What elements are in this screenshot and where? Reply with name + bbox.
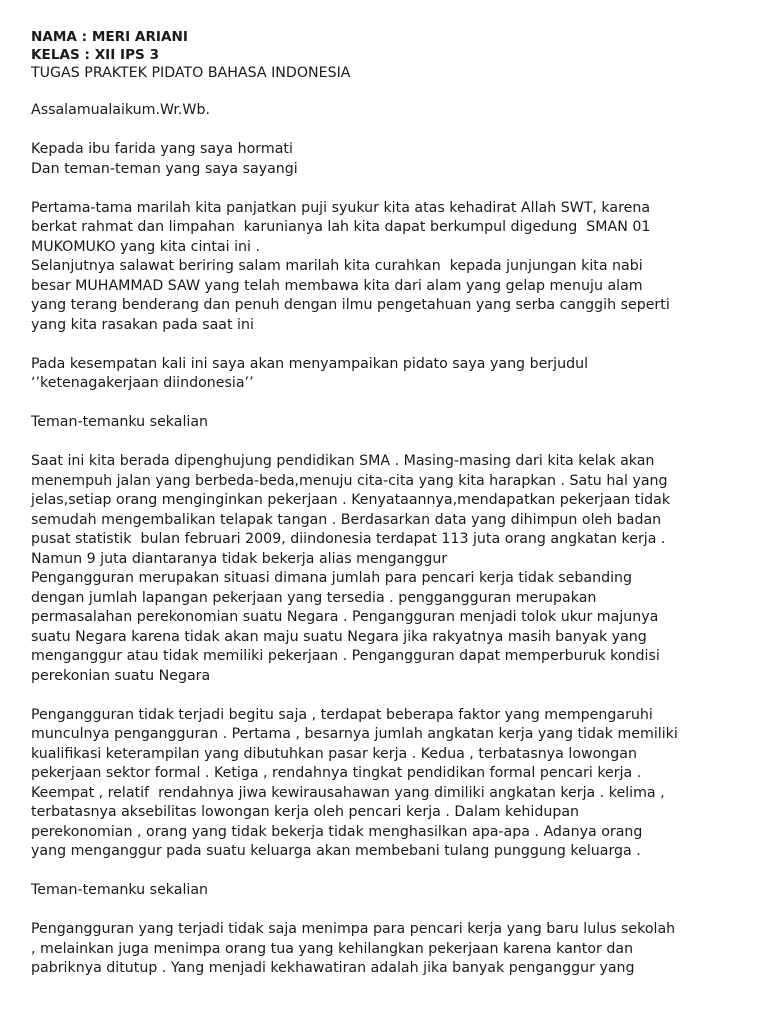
paragraph	[31, 881, 743, 901]
paragraph	[31, 413, 743, 433]
text-line: perekonian suatu Negara	[31, 667, 211, 684]
text-line: Namun 9 juta diantaranya tidak bekerja alias menganggur	[31, 550, 448, 567]
paragraph	[31, 920, 743, 979]
document-title: TUGAS PRAKTEK PIDATO BAHASA INDONESIA	[31, 65, 351, 81]
text-line: Teman-temanku sekalian	[31, 882, 209, 898]
paragraph	[31, 140, 743, 179]
text-line: besar MUHAMMAD SAW yang telah membawa kita dari alam yang gelap menuju alam	[31, 277, 643, 294]
student-name: NAMA : MERI ARIANI	[31, 29, 188, 45]
text-line: ‘’ketenagakerjaan diindonesia’’	[31, 375, 254, 391]
paragraph	[31, 101, 743, 121]
text-line: pekerjaan sektor formal . Ketiga , rendahnya tingkat pendidikan formal pencari kerja .	[31, 765, 642, 781]
text-line: Keempat , relatif rendahnya jiwa kewirausahawan yang dimiliki angkatan kerja . kelima ,	[31, 784, 665, 801]
text-line: pusat statistik bulan februari 2009, diindonesia terdapat 113 juta orang angkatan kerja .	[31, 531, 666, 547]
document-body	[31, 28, 743, 998]
text-line: MUKOMUKO yang kita cintai ini .	[31, 238, 261, 255]
paragraph	[31, 355, 743, 394]
student-class: KELAS : XII IPS 3	[31, 47, 160, 63]
text-line: Saat ini kita berada dipenghujung pendidikan SMA . Masing-masing dari kita kelak akan	[31, 453, 655, 469]
text-line: Assalamualaikum.Wr.Wb.	[31, 102, 210, 118]
text-line: terbatasnya aksebilitas lowongan kerja oleh pencari kerja . Dalam kehidupan	[31, 804, 580, 820]
text-line: perekonomian , orang yang tidak bekerja tidak menghasilkan apa-apa . Adanya orang	[31, 823, 643, 840]
paragraph	[31, 199, 743, 336]
text-line: berkat rahmat dan limpahan karunianya lah kita dapat berkumpul digedung SMAN 01	[31, 219, 651, 235]
text-line: Pada kesempatan kali ini saya akan menyampaikan pidato saya yang berjudul	[31, 355, 589, 372]
paragraph	[31, 452, 743, 686]
text-line: Pengangguran yang terjadi tidak saja menimpa para pencari kerja yang baru lulus sekolah	[31, 921, 676, 937]
text-line: Dan teman-teman yang saya sayangi	[31, 160, 298, 177]
text-line: Pertama-tama marilah kita panjatkan puji syukur kita atas kehadirat Allah SWT, karena	[31, 199, 651, 216]
text-line: suatu Negara karena tidak akan maju suatu Negara jika rakyatnya masih banyak yang	[31, 628, 647, 645]
text-line: yang terang benderang dan penuh dengan ilmu pengetahuan yang serba canggih seperti	[31, 297, 670, 313]
text-line: Pengangguran merupakan situasi dimana jumlah para pencari kerja tidak sebanding	[31, 570, 633, 586]
text-line: yang kita rasakan pada saat ini	[31, 316, 254, 333]
text-line: semudah mengembalikan telapak tangan . Berdasarkan data yang dihimpun oleh badan	[31, 511, 662, 528]
text-line: Pengangguran tidak terjadi begitu saja , terdapat beberapa faktor yang mempengaruhi	[31, 706, 653, 723]
text-line: Selanjutnya salawat beriring salam marilah kita curahkan kepada junjungan kita nabi	[31, 258, 643, 274]
text-line: kualifikasi keterampilan yang dibutuhkan pasar kerja . Kedua , terbatasnya lowongan	[31, 745, 637, 762]
text-line: jelas,setiap orang menginginkan pekerjaan . Kenyataannya,mendapatkan pekerjaan tidak	[31, 492, 671, 508]
text-line: menganggur atau tidak memiliki pekerjaan . Pengangguran dapat memperburuk kondisi	[31, 648, 660, 664]
paragraph	[31, 706, 743, 862]
text-line: menempuh jalan yang berbeda-beda,menuju cita-cita yang kita harapkan . Satu hal yang	[31, 472, 668, 489]
text-line: munculnya pengangguran . Pertama , besarnya jumlah angkatan kerja yang tidak memiliki	[31, 726, 678, 742]
speech-text	[31, 101, 743, 979]
text-line: , melainkan juga menimpa orang tua yang kehilangkan pekerjaan karena kantor dan	[31, 940, 634, 957]
text-line: Teman-temanku sekalian	[31, 414, 209, 430]
text-line: dengan jumlah lapangan pekerjaan yang tersedia . penggangguran merupakan	[31, 589, 597, 606]
text-line: pabriknya ditutup . Yang menjadi kekhawatiran adalah jika banyak penganggur yang	[31, 960, 635, 976]
text-line: permasalahan perekonomian suatu Negara . Pengangguran menjadi tolok ukur majunya	[31, 609, 659, 625]
text-line: yang menganggur pada suatu keluarga akan membebani tulang punggung keluarga .	[31, 843, 641, 859]
text-line: Kepada ibu farida yang saya hormati	[31, 141, 293, 157]
